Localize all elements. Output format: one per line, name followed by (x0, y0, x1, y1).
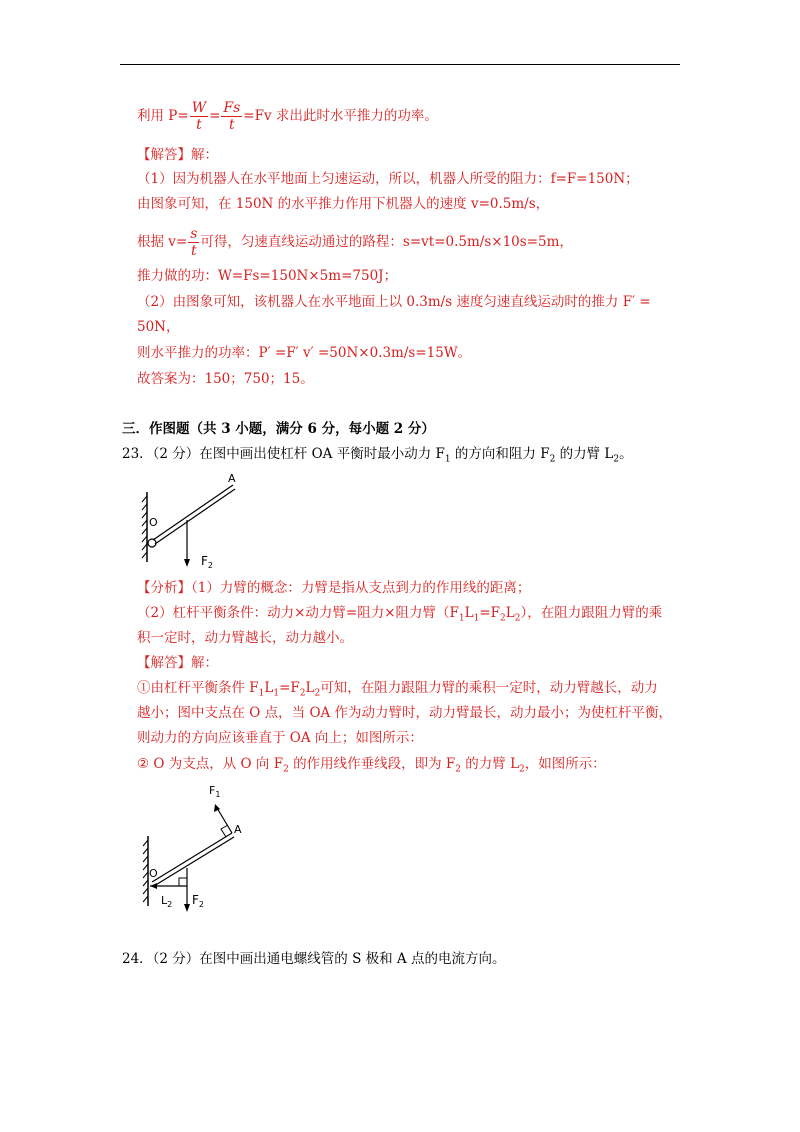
a5-s1: 1 (258, 688, 265, 699)
question-24: 24．（2 分）在图中画出通电螺线管的 S 极和 A 点的电流方向。 (122, 951, 506, 967)
answer-line-5: （2）由图象可知，该机器人在水平地面上以 0.3m/s 速度匀速直线运动时的推力 F′ = (137, 294, 651, 310)
pivot-icon (148, 539, 156, 547)
answer-line-7: 则水平推力的功率：P′ =F′ v′ =50N×0.3m/s=15W。 (137, 345, 472, 361)
lever-figure-2 (135, 780, 265, 915)
a8-b: 的作用线作垂线段，即为 F (288, 756, 456, 772)
a2-c: =F (479, 605, 501, 621)
formula-suffix: =Fv 求出此时水平推力的功率。 (243, 108, 438, 124)
q23-sub-2: 2 (549, 454, 556, 465)
frac-den: t (191, 243, 197, 259)
speed-prefix: 根据 v= (137, 234, 188, 250)
answer-line-6: 50N， (137, 319, 180, 335)
distance-text: 可得，匀速直线运动通过的路程：s=vt=0.5m/s×10s=5m， (200, 234, 573, 250)
q23-sub-3: 2 (613, 454, 620, 465)
question-23 (122, 445, 633, 469)
analysis-line-2 (137, 604, 662, 628)
label-a: A (234, 823, 242, 836)
a5-s3: 2 (299, 688, 306, 699)
analysis-line-8 (137, 755, 606, 779)
q23-sub-1: 1 (444, 454, 451, 465)
a5-c: =F (279, 680, 300, 696)
a8-d: ，如图所示： (524, 756, 606, 772)
frac-num: W (191, 100, 207, 116)
label-o: O (149, 516, 158, 529)
arrow-left-icon (150, 883, 157, 889)
a2-e: ），在阻力跟阻力臂的乘 (520, 605, 663, 621)
q23-text-a: 23．（2 分）在图中画出使杠杆 OA 平衡时最小动力 F (122, 446, 445, 462)
lever-bar-edge (155, 489, 235, 544)
a8-s3: 2 (519, 764, 525, 775)
fraction-fs-over-t (221, 100, 242, 133)
label-o: O (149, 867, 158, 880)
a8-s2: 2 (455, 764, 461, 775)
lever-bar-edge (154, 837, 234, 886)
frac-den: t (196, 117, 202, 133)
analysis-line-7: 则动力的方向应该垂直于 OA 向上；如图所示： (137, 730, 423, 746)
arrow-down-icon (184, 904, 190, 912)
answer-line-3 (137, 226, 573, 259)
a5-s2: 1 (273, 688, 280, 699)
a5-s4: 2 (314, 688, 321, 699)
lever-figure-1 (135, 470, 265, 570)
a2-b: L (464, 605, 474, 621)
a2-s3: 2 (500, 613, 506, 624)
arrow-down-icon (184, 559, 190, 567)
a8-c: 的力臂 L (460, 756, 520, 772)
equals-sign: = (209, 108, 221, 124)
a8-s1: 2 (283, 764, 289, 775)
answer-label: 【解答】解： (137, 147, 218, 163)
label-f2: $F_2$ (201, 554, 213, 570)
q23-text-b: 的方向和阻力 F (450, 446, 550, 462)
frac-num: Fs (223, 100, 241, 116)
label-a: A (228, 472, 236, 485)
a2-a: （2）杠杆平衡条件：动力×动力臂=阻力×阻力臂（F (137, 605, 459, 621)
analysis-line-3: 积一定时，动力臂越长，动力越小。 (137, 630, 353, 646)
lever-bar-edge (152, 833, 232, 882)
label-f1: $F_1$ (209, 784, 221, 799)
fraction-s-over-t (188, 226, 199, 259)
answer-summary: 故答案为：150；750；15。 (137, 371, 314, 387)
a2-s1: 1 (458, 613, 465, 624)
label-l2: $L_2$ (161, 894, 173, 909)
answer-line-1: （1）因为机器人在水平地面上匀速运动，所以，机器人所受的阻力：f=F=150N； (137, 171, 639, 187)
analysis-line-6: 越小；图中支点在 O 点，当 OA 作为动力臂时，动力臂最长，动力最小；为使杠杆平衡， (137, 705, 673, 721)
q23-text-d: 。 (619, 446, 633, 462)
a5-a: ①由杠杆平衡条件 F (137, 680, 259, 696)
label-f2: $F_2$ (192, 893, 204, 909)
answer-line-4: 推力做的功：W=Fs=150N×5m=750J； (137, 268, 398, 284)
q23-text-c: 的力臂 L (555, 446, 614, 462)
a2-s4: 2 (514, 613, 521, 624)
a8-a: ② O 为支点，从 O 向 F (137, 756, 284, 772)
power-formula-line (137, 100, 438, 133)
a2-s2: 1 (473, 613, 480, 624)
fraction-w-over-t (190, 100, 208, 133)
a5-b: L (264, 680, 274, 696)
formula-prefix: 利用 P= (137, 108, 189, 124)
analysis-line-1: 【分析】（1）力臂的概念：力臂是指从支点到力的作用线的距离； (137, 580, 531, 596)
answer-line-2: 由图象可知，在 150N 的水平推力作用下机器人的速度 v=0.5m/s， (137, 196, 550, 212)
lever-bar-edge (153, 485, 233, 540)
analysis-line-5 (137, 679, 658, 703)
a5-e: 可知，在阻力跟阻力臂的乘积一定时，动力臂越长，动力 (320, 680, 658, 696)
header-rule (120, 64, 680, 65)
frac-den: t (229, 117, 235, 133)
a5-d: L (305, 680, 315, 696)
section-heading: 三．作图题（共 3 小题，满分 6 分，每小题 2 分） (122, 421, 435, 437)
analysis-answer-label: 【解答】解： (137, 655, 218, 671)
a2-d: L (505, 605, 515, 621)
frac-num: s (190, 226, 198, 242)
force-f1-line (217, 808, 232, 833)
right-angle-marker (221, 825, 228, 837)
right-angle-marker (179, 878, 187, 886)
